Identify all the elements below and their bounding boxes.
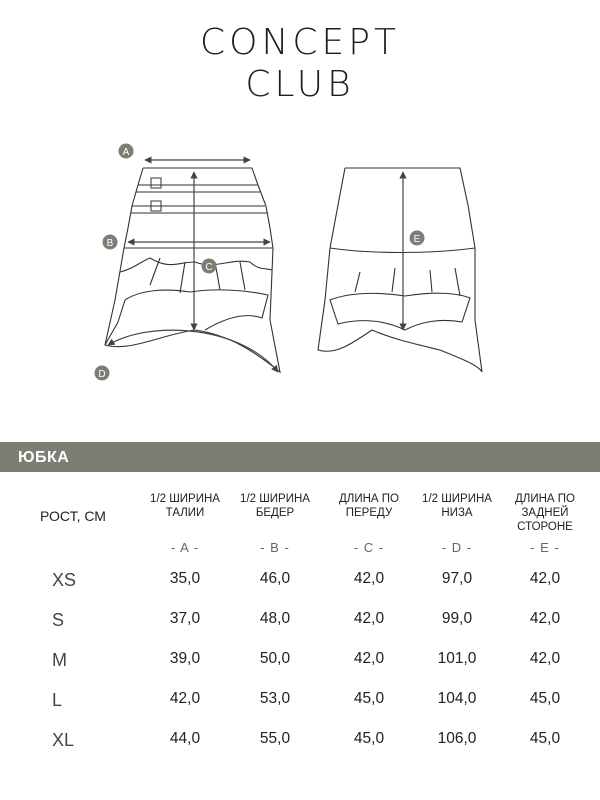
table-cell: 45,0 xyxy=(529,690,561,707)
size-label: M xyxy=(52,650,67,670)
marker-b xyxy=(103,235,118,250)
skirt-front-view xyxy=(105,168,280,372)
column-header-line: ДЛИНА ПО xyxy=(339,493,399,505)
size-label: XS xyxy=(52,570,77,590)
table-row xyxy=(0,610,600,640)
table-cell: 45,0 xyxy=(353,690,385,707)
column-header-back-length xyxy=(490,492,600,534)
table-cell: 53,0 xyxy=(259,690,291,707)
table-cell: 45,0 xyxy=(529,730,561,747)
skirt-measurement-diagram xyxy=(0,130,600,390)
table-cell: 42,0 xyxy=(353,610,385,627)
table-row xyxy=(0,570,600,600)
table-cell: 42,0 xyxy=(353,650,385,667)
size-label: L xyxy=(52,690,63,710)
column-code-a: - A - xyxy=(170,540,200,555)
marker-e xyxy=(410,231,425,246)
marker-a xyxy=(119,144,134,159)
table-cell: 48,0 xyxy=(259,610,291,627)
column-header-line: НИЗА xyxy=(441,507,473,519)
brand-logo-line1: CONCEPT xyxy=(200,22,400,63)
column-header-line: БЕДЕР xyxy=(255,507,295,519)
marker-b-label: B xyxy=(106,238,114,249)
section-title: ЮБКА xyxy=(18,449,70,466)
table-cell: 46,0 xyxy=(259,570,291,587)
table-cell: 97,0 xyxy=(441,570,473,587)
size-label: S xyxy=(52,610,65,630)
marker-c-label: C xyxy=(205,262,213,273)
size-column-header: РОСТ, СМ xyxy=(40,508,106,524)
size-label: XL xyxy=(52,730,75,750)
table-cell: 101,0 xyxy=(437,650,477,667)
table-cell: 37,0 xyxy=(169,610,201,627)
column-header-line: СТОРОНЕ xyxy=(517,521,573,533)
table-cell: 42,0 xyxy=(529,610,561,627)
column-code-b: - B - xyxy=(260,540,290,555)
table-row xyxy=(0,690,600,720)
table-cell: 55,0 xyxy=(259,730,291,747)
marker-e-label: E xyxy=(413,234,421,245)
column-header-line: ПЕРЕДУ xyxy=(345,507,393,519)
marker-d xyxy=(95,366,110,381)
column-header-line: ТАЛИИ xyxy=(165,507,205,519)
column-header-line: ЗАДНЕЙ xyxy=(521,507,569,519)
marker-d-label: D xyxy=(98,369,106,380)
table-cell: 106,0 xyxy=(437,730,477,747)
table-cell: 104,0 xyxy=(437,690,477,707)
table-cell: 45,0 xyxy=(353,730,385,747)
column-header-line: 1/2 ШИРИНА xyxy=(422,493,492,505)
table-cell: 42,0 xyxy=(169,690,201,707)
table-row xyxy=(0,730,600,760)
skirt-back-view xyxy=(318,168,482,372)
table-cell: 44,0 xyxy=(169,730,201,747)
table-cell: 39,0 xyxy=(169,650,201,667)
column-header-line: 1/2 ШИРИНА xyxy=(240,493,310,505)
marker-c xyxy=(202,259,217,274)
column-code-e: - E - xyxy=(530,540,560,555)
brand-logo xyxy=(0,22,600,106)
section-header-band xyxy=(0,442,600,472)
table-cell: 50,0 xyxy=(259,650,291,667)
table-cell: 42,0 xyxy=(529,650,561,667)
column-header-line: 1/2 ШИРИНА xyxy=(150,493,220,505)
table-cell: 42,0 xyxy=(529,570,561,587)
column-header-line: ДЛИНА ПО xyxy=(515,493,575,505)
table-cell: 42,0 xyxy=(353,570,385,587)
brand-logo-line2: CLUB xyxy=(245,64,355,105)
marker-a-label: A xyxy=(122,147,130,158)
column-code-d: - D - xyxy=(441,540,473,555)
table-row xyxy=(0,650,600,680)
table-cell: 35,0 xyxy=(169,570,201,587)
table-cell: 99,0 xyxy=(441,610,473,627)
column-code-c: - C - xyxy=(353,540,385,555)
